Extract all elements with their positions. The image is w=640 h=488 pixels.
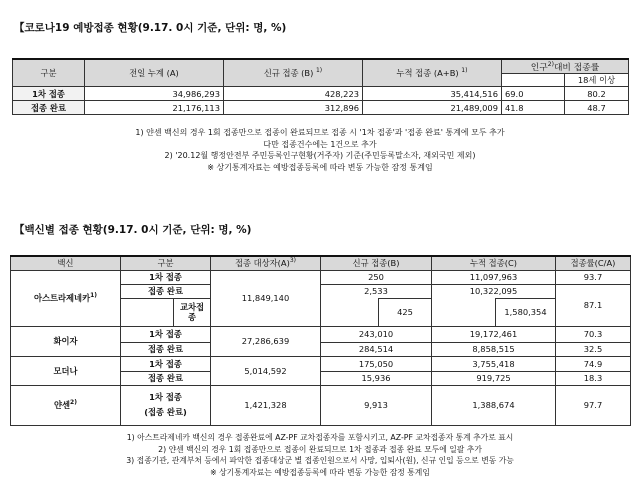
new-value: 284,514	[321, 342, 432, 356]
section2-notes	[0, 432, 640, 478]
section1-title: 【코로나19 예방접종 현황(9.17. 0시 기준, 단위: 명, %)	[14, 22, 287, 34]
new-value: 312,896	[224, 101, 363, 115]
table-row	[11, 270, 631, 284]
header-prev-cum: 전일 누계 (A)	[85, 59, 224, 87]
target-value: 1,421,328	[211, 385, 321, 425]
cum-value: 10,322,095	[432, 284, 556, 298]
adult-rate-value: 80.2	[565, 87, 629, 101]
header-new: 신규 접종(B)	[321, 256, 432, 270]
row-label: 1차 접종	[13, 87, 85, 101]
new-value: 15,936	[321, 371, 432, 385]
rate-value: 93.7	[556, 270, 631, 284]
new-value: 175,050	[321, 356, 432, 371]
cum-value: 35,414,516	[363, 87, 502, 101]
header-rate: 접종률(C/A)	[556, 256, 631, 270]
table-row	[11, 326, 631, 342]
prev-cum-value: 21,176,113	[85, 101, 224, 115]
vaccine-name-janssen: 얀센$^{2)}$	[11, 385, 121, 425]
pop-rate-value: 69.0	[502, 87, 565, 101]
header-gubun: 구분	[13, 59, 85, 87]
note: 3) 접종기관, 관계부처 등에서 파악한 접종대상군 별 접종인원으로서 사망, 입퇴사(원), 신규 인입 등으로 변동 가능	[126, 456, 514, 465]
prev-cum-value: 34,986,293	[85, 87, 224, 101]
header-new: 신규 접종 (B) $^{1)}$	[224, 59, 363, 87]
header-target: 접종 대상자$(A)^{3)}$	[211, 256, 321, 270]
note: ※ 상기통계자료는 예방접종등록에 따라 변동 가능한 잠정 통계임	[210, 467, 430, 477]
cum-value: 21,489,009	[363, 101, 502, 115]
row-label: 1차 접종	[121, 326, 211, 342]
header-cum: 누적 접종 (A+B) $^{1)}$	[363, 59, 502, 87]
cum-value: 19,172,461	[432, 326, 556, 342]
row-label: 1차 접종	[121, 356, 211, 371]
rate-value: 32.5	[556, 342, 631, 356]
rate-value: 18.3	[556, 371, 631, 385]
new-value: 425	[379, 298, 432, 326]
vaccine-name-moderna: 모더나	[11, 356, 121, 385]
cum-value: 3,755,418	[432, 356, 556, 371]
note: 1) 얀센 백신의 경우 1회 접종만으로 접종이 완료되므로 접종 시 '1차 접종'과 '접종 완료' 통계에 모두 추가	[135, 128, 505, 137]
note: ※ 상기통계자료는 예방접종등록에 따라 변동 가능한 잠정 통계임	[207, 162, 433, 172]
row-label: 1차 접종 (접종 완료)	[121, 385, 211, 425]
row-label: 접종 완료	[13, 101, 85, 115]
new-value: 2,533	[321, 284, 432, 298]
new-value: 243,010	[321, 326, 432, 342]
vaccine-type-table	[10, 255, 631, 426]
table-row	[11, 356, 631, 371]
table-row	[11, 385, 631, 425]
vaccine-name-pfizer: 화이자	[11, 326, 121, 356]
table-row	[13, 101, 629, 115]
vaccine-name-az: 아스트라제네카$^{1)}$	[11, 270, 121, 326]
target-value: 5,014,592	[211, 356, 321, 385]
cum-value: 1,580,354	[496, 298, 556, 326]
overall-vaccination-table	[12, 58, 629, 115]
pop-rate-value: 41.8	[502, 101, 565, 115]
header-age18: 18세 이상	[565, 74, 629, 87]
cum-value: 8,858,515	[432, 342, 556, 356]
target-value: 11,849,140	[211, 270, 321, 326]
header-gubun: 구분	[121, 256, 211, 270]
rate-value: 70.3	[556, 326, 631, 342]
rate-value: 97.7	[556, 385, 631, 425]
new-value: 250	[321, 270, 432, 284]
table-row	[13, 87, 629, 101]
adult-rate-value: 48.7	[565, 101, 629, 115]
row-label: 1차 접종	[121, 270, 211, 284]
header-cum: 누적 접종(C)	[432, 256, 556, 270]
note: 2) 얀센 백신의 경우 1회 접종만으로 접종이 완료되므로 1차 접종과 접종 완료 모두에 일괄 추가	[158, 444, 482, 454]
note: 다만 접종건수에는 1건으로 추가	[263, 139, 377, 149]
section1-notes	[0, 127, 640, 173]
rate-value: 74.9	[556, 356, 631, 371]
cum-value: 919,725	[432, 371, 556, 385]
row-label: 접종 완료	[121, 284, 211, 298]
header-pop-rate: 인구$^{2)}$대비 접종률	[502, 59, 629, 74]
row-label: 교차접종	[174, 298, 211, 326]
row-label: 접종 완료	[121, 342, 211, 356]
note: 1) 아스트라제네카 백신의 경우 접종완료에 AZ-PF 교차접종자를 포함시키고, AZ-PF 교차접종자 통계 추가로 표시	[126, 433, 514, 442]
target-value: 27,286,639	[211, 326, 321, 356]
new-value: 428,223	[224, 87, 363, 101]
note: 2) '20.12월 행정안전부 주민등록인구현황(거주자) 기준(주민등록말소자, 재외국민 제외)	[164, 151, 476, 160]
new-value: 9,913	[321, 385, 432, 425]
cum-value: 1,388,674	[432, 385, 556, 425]
header-vaccine: 백신	[11, 256, 121, 270]
cum-value: 11,097,963	[432, 270, 556, 284]
section2-title: 【백신별 접종 현황(9.17. 0시 기준, 단위: 명, %)	[14, 224, 252, 236]
row-label: 접종 완료	[121, 371, 211, 385]
rate-value: 87.1	[556, 284, 631, 326]
